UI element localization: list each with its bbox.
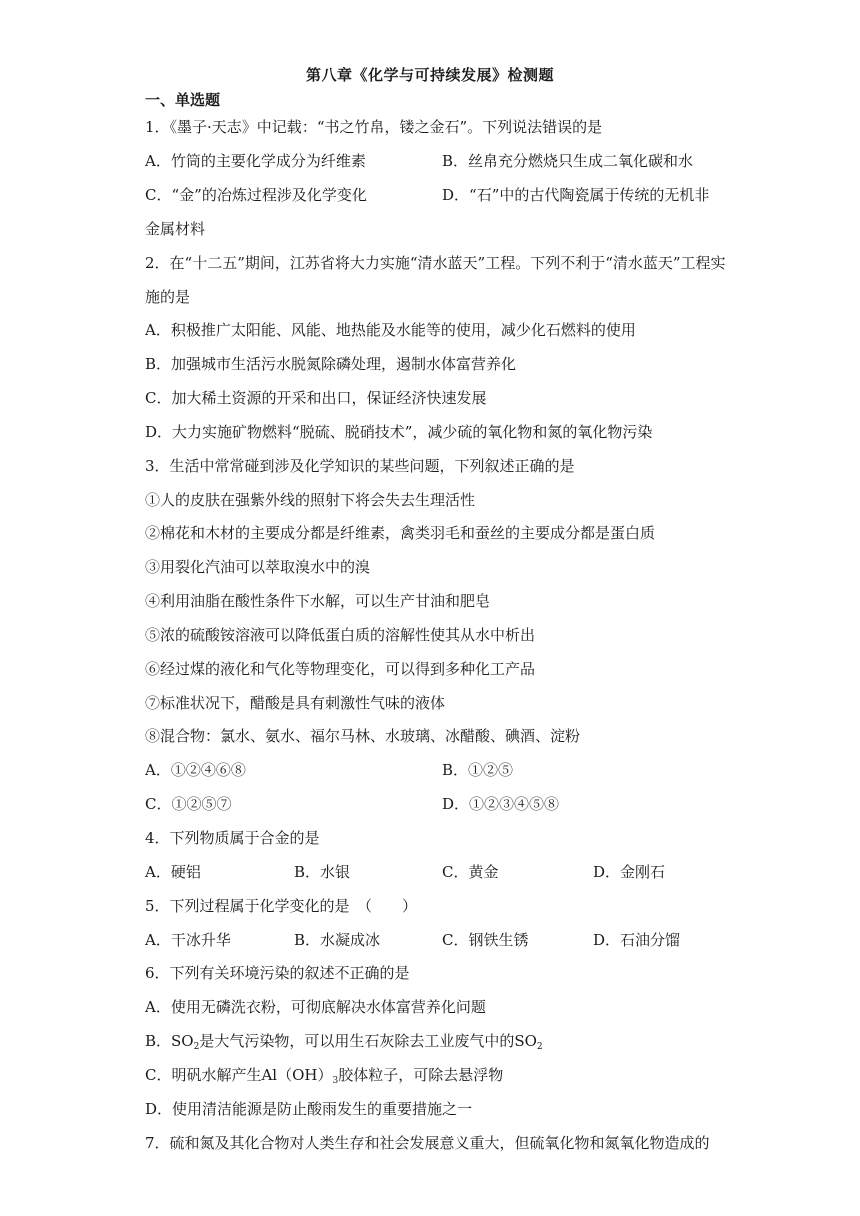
q3-statement-8: ⑧混合物：氯水、氨水、福尔马林、水玻璃、冰醋酸、碘酒、淀粉 — [145, 727, 581, 745]
section-heading: 一、单选题 — [145, 91, 221, 109]
subscript-2: 2 — [536, 1042, 543, 1052]
q2-stem-line2: 施的是 — [145, 288, 191, 306]
q6-stem: 6．下列有关环境污染的叙述不正确的是 — [145, 964, 410, 982]
q4-option-b: B．水银 — [294, 863, 351, 881]
q2-option-d: D．大力实施矿物燃料“脱硫、脱硝技术”，减少硫的氧化物和氮的氧化物污染 — [145, 423, 653, 441]
q3-statement-5: ⑤浓的硫酸铵溶液可以降低蛋白质的溶解性使其从水中析出 — [145, 626, 536, 644]
q5-option-d: D．石油分馏 — [593, 931, 681, 949]
q3-statement-4: ④利用油脂在酸性条件下水解，可以生产甘油和肥皂 — [145, 592, 491, 610]
q6-option-d: D．使用清洁能源是防止酸雨发生的重要措施之一 — [145, 1100, 473, 1118]
q3-option-b: B．①②⑤ — [442, 761, 514, 779]
q2-option-c: C．加大稀土资源的开采和出口，保证经济快速发展 — [145, 389, 487, 407]
q3-statement-2: ②棉花和木材的主要成分都是纤维素，禽类羽毛和蚕丝的主要成分都是蛋白质 — [145, 524, 656, 542]
subscript-2: 2 — [193, 1042, 200, 1052]
q4-option-c: C．黄金 — [442, 863, 499, 881]
q2-option-b: B．加强城市生活污水脱氮除磷处理，遏制水体富营养化 — [145, 355, 517, 373]
q6-option-b — [145, 1030, 543, 1058]
q5-option-a: A．干冰升华 — [145, 931, 231, 949]
q6-option-a: A．使用无磷洗衣粉，可彻底解决水体富营养化问题 — [145, 998, 486, 1016]
subscript-3: 3 — [332, 1076, 339, 1086]
document-title: 第八章《化学与可持续发展》检测题 — [305, 66, 554, 84]
q5-option-b: B．水凝成冰 — [294, 931, 381, 949]
q6-option-b-prefix: B．SO — [145, 1032, 194, 1050]
q2-option-a: A．积极推广太阳能、风能、地热能及水能等的使用，减少化石燃料的使用 — [145, 321, 636, 339]
q3-option-c: C．①②⑤⑦ — [145, 795, 232, 813]
q5-stem: 5．下列过程属于化学变化的是 （ ） — [145, 897, 418, 915]
q3-statement-6: ⑥经过煤的液化和气化等物理变化，可以得到多种化工产品 — [145, 660, 536, 678]
q6-option-c-text: 胶体粒子，可除去悬浮物 — [338, 1066, 504, 1084]
q6-option-b-text: 是大气污染物，可以用生石灰除去工业废气中的SO — [199, 1032, 537, 1050]
q7-stem: 7．硫和氮及其化合物对人类生存和社会发展意义重大，但硫氧化物和氮氧化物造成的 — [145, 1134, 710, 1152]
q4-stem: 4．下列物质属于合金的是 — [145, 829, 320, 847]
q3-statement-7: ⑦标准状况下，醋酸是具有刺激性气味的液体 — [145, 694, 446, 712]
q6-option-c — [145, 1064, 503, 1092]
q1-stem: 1．《墨子·天志》中记载：“书之竹帛，镂之金石”。下列说法错误的是 — [145, 118, 603, 136]
q1-option-d: D．“石”中的古代陶瓷属于传统的无机非 — [442, 186, 710, 204]
q1-option-a: A．竹筒的主要化学成分为纤维素 — [145, 152, 366, 170]
q1-option-c: C．“金”的冶炼过程涉及化学变化 — [145, 186, 367, 204]
q3-statement-1: ①人的皮肤在强紫外线的照射下将会失去生理活性 — [145, 491, 476, 509]
q2-stem-line1: 2．在“十二五”期间，江苏省将大力实施“清水蓝天”工程。下列不利于“清水蓝天”工程实 — [145, 254, 726, 272]
q4-option-a: A．硬铝 — [145, 863, 201, 881]
q3-statement-3: ③用裂化汽油可以萃取溴水中的溴 — [145, 558, 371, 576]
q3-option-d: D．①②③④⑤⑧ — [442, 795, 560, 813]
q3-stem: 3．生活中常常碰到涉及化学知识的某些问题，下列叙述正确的是 — [145, 457, 575, 475]
q1-option-b: B．丝帛充分燃烧只生成二氧化碳和水 — [442, 152, 694, 170]
q1-option-d-continued: 金属材料 — [145, 220, 206, 238]
q3-option-a: A．①②④⑥⑧ — [145, 761, 246, 779]
q5-option-c: C．钢铁生锈 — [442, 931, 529, 949]
q6-option-c-prefix: C．明矾水解产生Al（OH） — [145, 1066, 333, 1084]
q4-option-d: D．金刚石 — [593, 863, 666, 881]
